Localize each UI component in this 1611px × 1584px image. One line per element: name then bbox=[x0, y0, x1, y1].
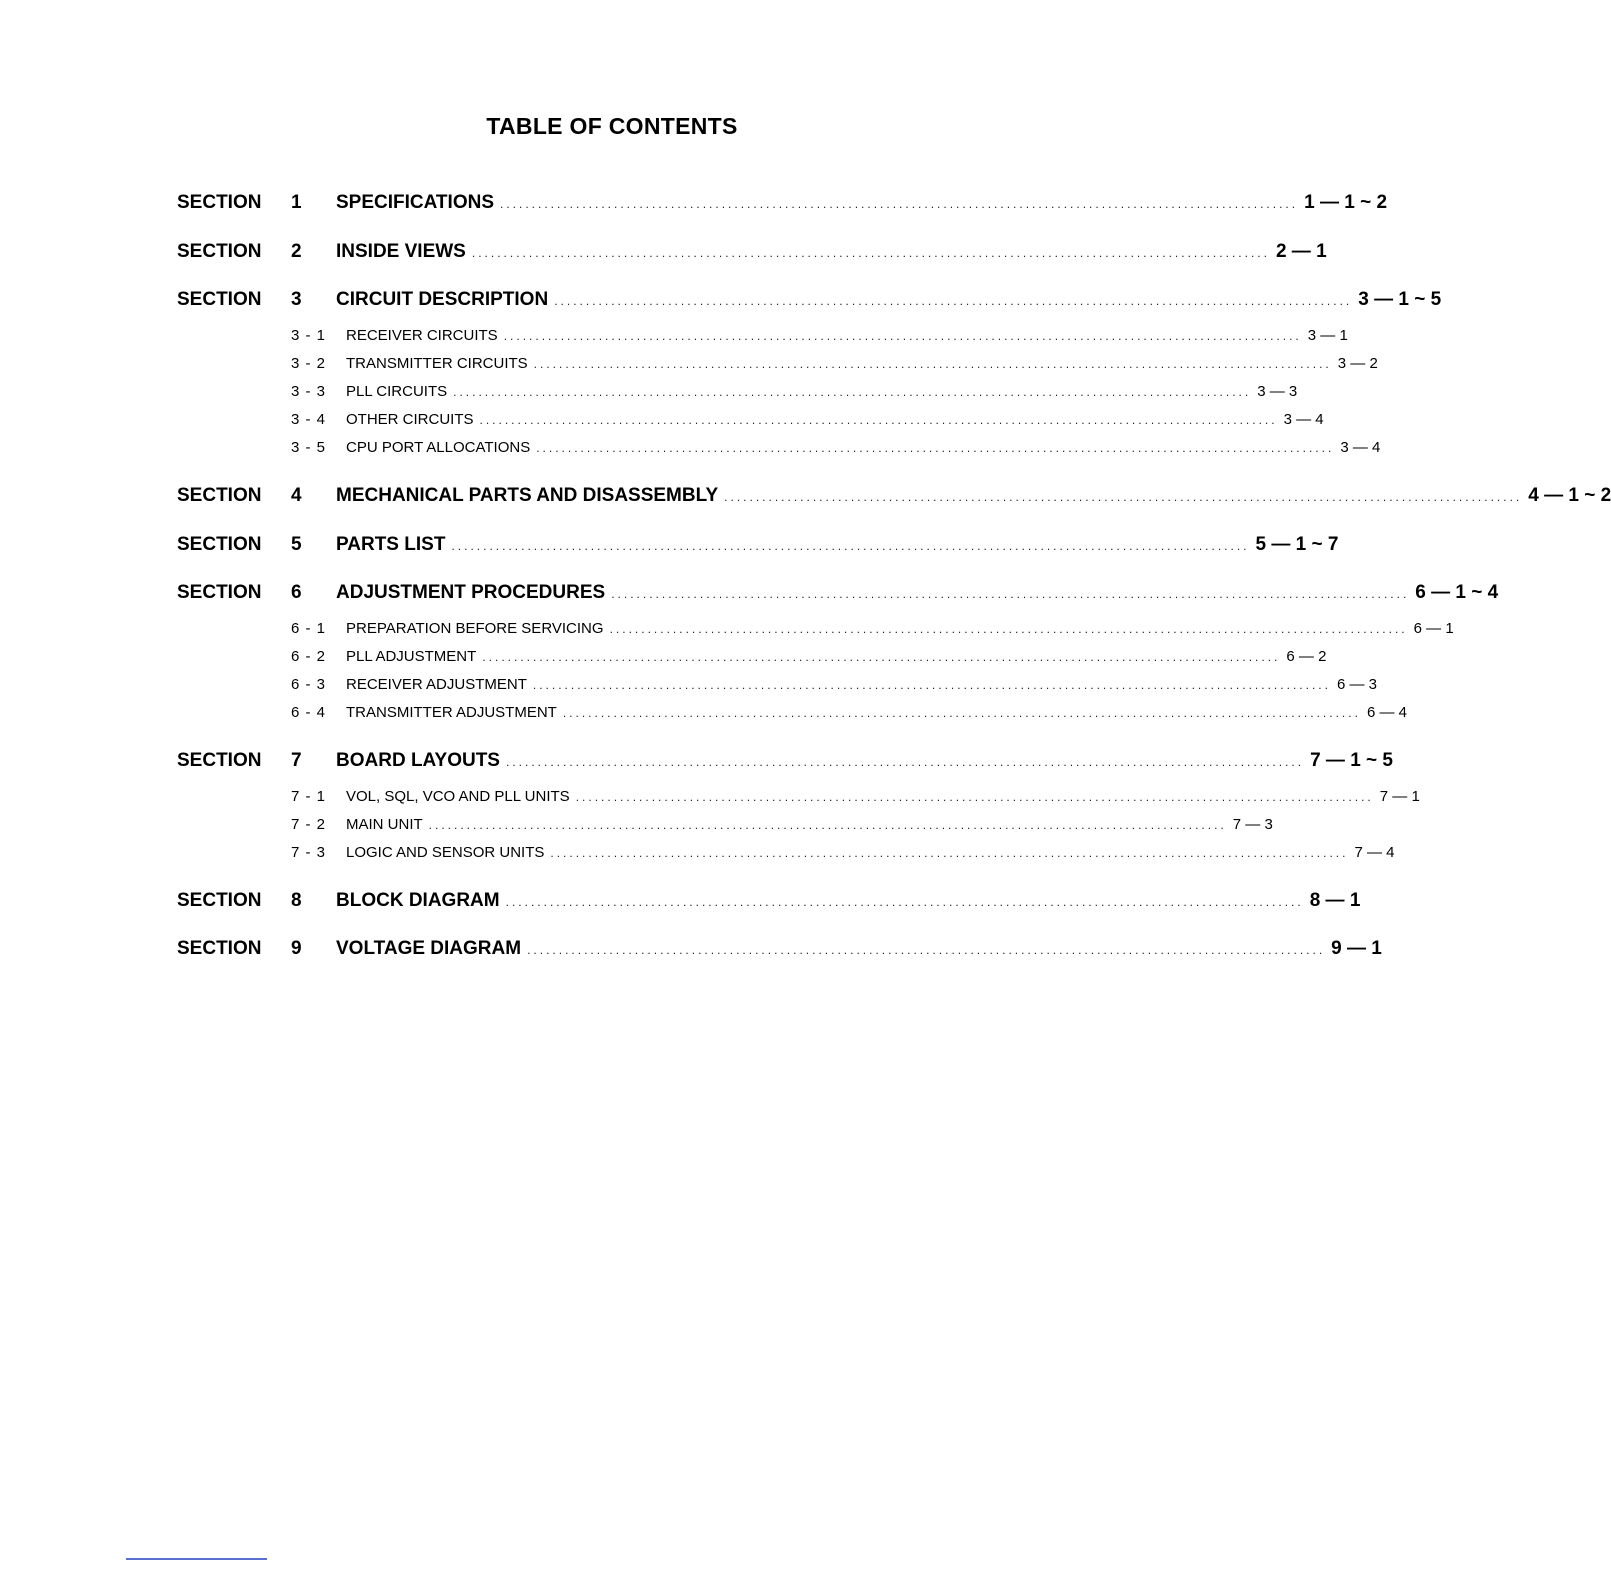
section-pages: 4 — 1 ~ 2 bbox=[1528, 485, 1611, 506]
section-entry bbox=[336, 192, 1388, 214]
section-entry bbox=[336, 582, 1499, 604]
subsection-title: LOGIC AND SENSOR UNITS bbox=[346, 844, 545, 861]
section-number: 1 bbox=[291, 192, 302, 213]
section-pages: 3 — 1 ~ 5 bbox=[1358, 289, 1442, 310]
dot-leader: .............................................................................................................................. bbox=[550, 846, 1349, 860]
section-label: SECTION bbox=[177, 938, 262, 959]
subsection-number: 7 - 2 bbox=[291, 816, 327, 833]
section-number: 8 bbox=[291, 890, 302, 911]
section-title: MECHANICAL PARTS AND DISASSEMBLY bbox=[336, 485, 719, 506]
dot-leader: .............................................................................................................................. bbox=[724, 490, 1523, 504]
section-label: SECTION bbox=[177, 890, 262, 911]
dot-leader: .............................................................................................................................. bbox=[500, 197, 1299, 211]
subsection-number: 3 - 4 bbox=[291, 411, 327, 428]
section-title: PARTS LIST bbox=[336, 534, 446, 555]
section-pages: 8 — 1 bbox=[1309, 890, 1361, 911]
dot-leader: .............................................................................................................................. bbox=[505, 895, 1304, 909]
subsection-entry bbox=[346, 648, 1327, 665]
section-title: ADJUSTMENT PROCEDURES bbox=[336, 582, 606, 603]
subsection-title: RECEIVER ADJUSTMENT bbox=[346, 676, 527, 693]
dot-leader: .............................................................................................................................. bbox=[533, 357, 1332, 371]
section-number: 7 bbox=[291, 750, 302, 771]
dot-leader: .............................................................................................................................. bbox=[451, 539, 1250, 553]
section-title: INSIDE VIEWS bbox=[336, 241, 466, 262]
subsection-entry bbox=[346, 620, 1454, 637]
subsection-title: OTHER CIRCUITS bbox=[346, 411, 474, 428]
subsection-pages: 3 — 2 bbox=[1337, 355, 1378, 372]
subsection-number: 7 - 3 bbox=[291, 844, 327, 861]
section-title: BLOCK DIAGRAM bbox=[336, 890, 500, 911]
dot-leader: .............................................................................................................................. bbox=[479, 413, 1278, 427]
subsection-entry bbox=[346, 383, 1298, 400]
section-title: CIRCUIT DESCRIPTION bbox=[336, 289, 549, 310]
dot-leader: .............................................................................................................................. bbox=[527, 943, 1326, 957]
subsection-number: 3 - 3 bbox=[291, 383, 327, 400]
dot-leader: .............................................................................................................................. bbox=[611, 587, 1410, 601]
subsection-title: PREPARATION BEFORE SERVICING bbox=[346, 620, 604, 637]
subsection-entry bbox=[346, 676, 1377, 693]
subsection-entry bbox=[346, 355, 1378, 372]
section-entry bbox=[336, 289, 1442, 311]
page-title: TABLE OF CONTENTS bbox=[486, 113, 738, 139]
subsection-title: PLL CIRCUITS bbox=[346, 383, 448, 400]
section-label: SECTION bbox=[177, 582, 262, 603]
dot-leader: .............................................................................................................................. bbox=[575, 790, 1374, 804]
section-number: 4 bbox=[291, 485, 302, 506]
subsection-entry bbox=[346, 844, 1395, 861]
dot-leader: .............................................................................................................................. bbox=[503, 329, 1302, 343]
section-label: SECTION bbox=[177, 192, 262, 213]
subsection-number: 6 - 1 bbox=[291, 620, 327, 637]
subsection-pages: 6 — 1 bbox=[1413, 620, 1454, 637]
subsection-entry bbox=[346, 411, 1324, 428]
section-title: BOARD LAYOUTS bbox=[336, 750, 500, 771]
dot-leader: .............................................................................................................................. bbox=[554, 294, 1353, 308]
subsection-title: PLL ADJUSTMENT bbox=[346, 648, 477, 665]
subsection-pages: 6 — 4 bbox=[1366, 704, 1407, 721]
subsection-title: TRANSMITTER CIRCUITS bbox=[346, 355, 528, 372]
dot-leader: .............................................................................................................................. bbox=[505, 755, 1305, 769]
dot-leader: .............................................................................................................................. bbox=[453, 385, 1252, 399]
subsection-pages: 3 — 4 bbox=[1283, 411, 1324, 428]
subsection-entry bbox=[346, 704, 1407, 721]
section-entry bbox=[336, 534, 1339, 556]
section-number: 2 bbox=[291, 241, 302, 262]
section-title: VOLTAGE DIAGRAM bbox=[336, 938, 522, 959]
section-pages: 2 — 1 bbox=[1275, 241, 1327, 262]
dot-leader: .............................................................................................................................. bbox=[562, 706, 1361, 720]
section-entry bbox=[336, 485, 1611, 507]
section-entry bbox=[336, 241, 1327, 263]
subsection-number: 7 - 1 bbox=[291, 788, 327, 805]
footer-rule bbox=[126, 1558, 267, 1560]
subsection-pages: 3 — 4 bbox=[1340, 439, 1381, 456]
subsection-entry bbox=[346, 816, 1273, 833]
subsection-entry bbox=[346, 439, 1381, 456]
section-number: 5 bbox=[291, 534, 302, 555]
section-label: SECTION bbox=[177, 289, 262, 310]
dot-leader: .............................................................................................................................. bbox=[471, 246, 1270, 260]
section-pages: 9 — 1 bbox=[1331, 938, 1382, 959]
section-entry bbox=[336, 938, 1382, 960]
subsection-number: 3 - 1 bbox=[291, 327, 327, 344]
subsection-title: TRANSMITTER ADJUSTMENT bbox=[346, 704, 557, 721]
section-label: SECTION bbox=[177, 485, 262, 506]
section-label: SECTION bbox=[177, 750, 262, 771]
subsection-number: 6 - 3 bbox=[291, 676, 327, 693]
subsection-title: MAIN UNIT bbox=[346, 816, 423, 833]
section-entry bbox=[336, 890, 1361, 912]
subsection-number: 6 - 2 bbox=[291, 648, 327, 665]
dot-leader: .............................................................................................................................. bbox=[532, 678, 1331, 692]
subsection-number: 3 - 2 bbox=[291, 355, 327, 372]
subsection-pages: 7 — 4 bbox=[1354, 844, 1395, 861]
subsection-title: CPU PORT ALLOCATIONS bbox=[346, 439, 531, 456]
subsection-pages: 6 — 2 bbox=[1286, 648, 1327, 665]
subsection-number: 3 - 5 bbox=[291, 439, 327, 456]
section-number: 9 bbox=[291, 938, 302, 959]
section-label: SECTION bbox=[177, 534, 262, 555]
subsection-pages: 3 — 1 bbox=[1307, 327, 1348, 344]
subsection-title: RECEIVER CIRCUITS bbox=[346, 327, 498, 344]
subsection-pages: 7 — 3 bbox=[1232, 816, 1273, 833]
section-number: 6 bbox=[291, 582, 302, 603]
dot-leader: .............................................................................................................................. bbox=[536, 441, 1335, 455]
section-title: SPECIFICATIONS bbox=[336, 192, 494, 213]
section-label: SECTION bbox=[177, 241, 262, 262]
section-entry bbox=[336, 750, 1393, 772]
subsection-number: 6 - 4 bbox=[291, 704, 327, 721]
subsection-entry bbox=[346, 327, 1348, 344]
subsection-entry bbox=[346, 788, 1420, 805]
dot-leader: .............................................................................................................................. bbox=[482, 650, 1281, 664]
dot-leader: .............................................................................................................................. bbox=[428, 818, 1227, 832]
subsection-pages: 7 — 1 bbox=[1379, 788, 1420, 805]
subsection-pages: 3 — 3 bbox=[1257, 383, 1298, 400]
dot-leader: .............................................................................................................................. bbox=[609, 622, 1408, 636]
section-pages: 5 — 1 ~ 7 bbox=[1255, 534, 1339, 555]
subsection-title: VOL, SQL, VCO AND PLL UNITS bbox=[346, 788, 570, 805]
section-number: 3 bbox=[291, 289, 302, 310]
section-pages: 7 — 1 ~ 5 bbox=[1310, 750, 1393, 771]
section-pages: 6 — 1 ~ 4 bbox=[1415, 582, 1499, 603]
section-pages: 1 — 1 ~ 2 bbox=[1304, 192, 1388, 213]
subsection-pages: 6 — 3 bbox=[1336, 676, 1377, 693]
